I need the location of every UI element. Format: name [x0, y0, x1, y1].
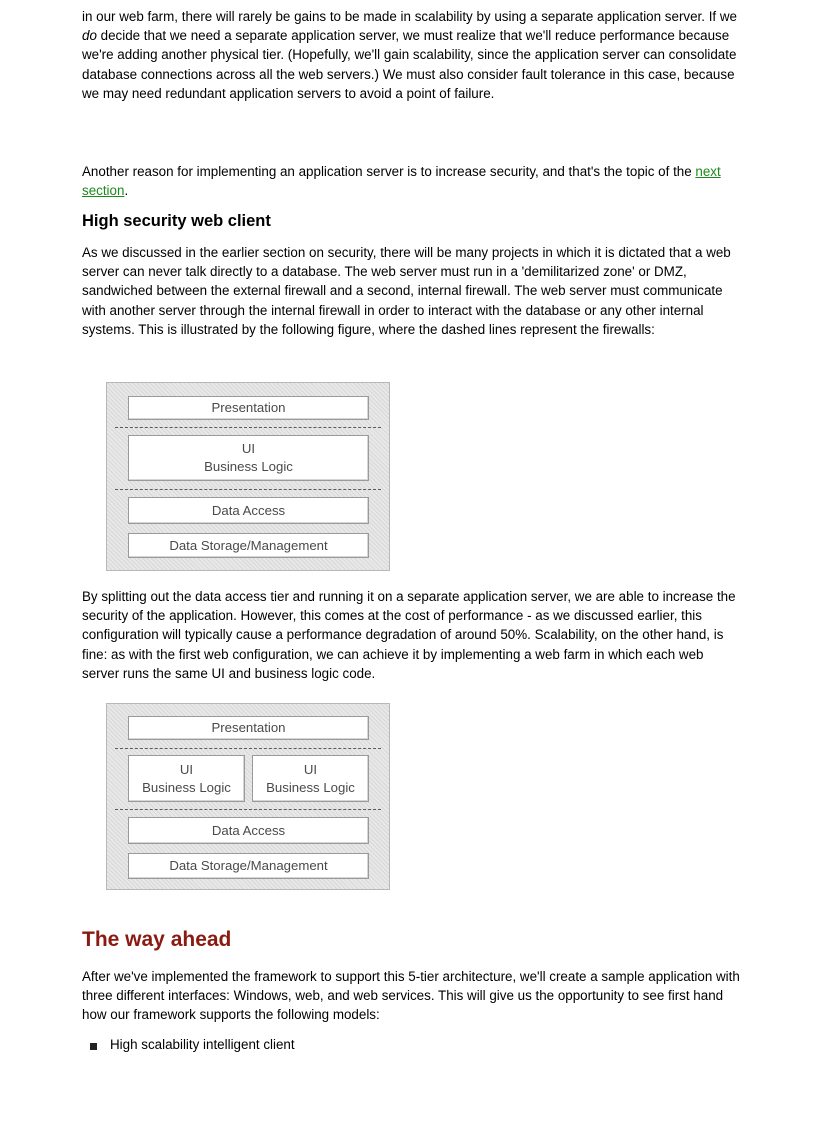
- section-heading-way-ahead: The way ahead: [82, 928, 232, 951]
- tier-data-storage: [128, 533, 369, 558]
- firewall-dashed-line: [115, 489, 381, 490]
- paragraph-app-server-scalability: [82, 7, 742, 103]
- emphasis-do: do: [82, 28, 97, 44]
- paragraph-text: decide that we need a separate application server, we must realize that we'll reduce performance because we're adding another physical tier. (Hopefully, we'll gain scalability, since the application server can consolidate database connections across all the web servers.) We must also consider fault tolerance in this case, because we may need redundant application servers to avoid a point of failure.: [82, 28, 737, 101]
- subheading-high-security: High security web client: [82, 212, 271, 230]
- tier-label: Data Storage/Management: [169, 537, 328, 553]
- tier-label: Business Logic: [204, 459, 293, 474]
- tier-label: Business Logic: [266, 779, 355, 795]
- paragraph-dmz: As we discussed in the earlier section on security, there will be many projects in which it is dictated that a web server can never talk directly to a database. The web server must run in a 'demilitarized zone' or DMZ, sandwiched between the external firewall and a second, internal firewall. The web server must communicate with another server through the internal firewall in order to interact with the database or any other internal systems. This is illustrated by the following figure, where the dashed lines represent the firewalls:: [82, 245, 731, 337]
- firewall-dashed-line: [115, 748, 381, 749]
- paragraph-splitting-data-access: By splitting out the data access tier and running it on a separate application server, we are able to increase the security of the application. However, this comes at the cost of performance - as we discussed earlier, this configuration will typically cause a performance degradation of around 50%. Scalability, on the other hand, is fine: as with the first web configuration, we can achieve it by implementing a web farm in which each web server runs the same UI and business logic code.: [82, 589, 736, 681]
- list-item: High scalability intelligent client: [82, 1037, 295, 1052]
- tier-data-access: [128, 497, 369, 524]
- tier-ui-business-logic-left: [128, 755, 245, 802]
- paragraph-security-intro: [82, 162, 742, 200]
- tier-label: UI: [303, 761, 318, 777]
- figure-web-farm-tiers: [106, 703, 390, 890]
- tier-label: Data Storage/Management: [169, 858, 328, 873]
- next-section-link[interactable]: next section: [82, 164, 721, 199]
- tier-label: UI: [179, 761, 194, 777]
- paragraph-text: in our web farm, there will rarely be gains to be made in scalability by using a separate application server. If we: [82, 9, 737, 24]
- figure-firewall-tiers: [106, 382, 390, 571]
- models-list: [82, 1037, 295, 1052]
- tier-ui-business-logic: [128, 435, 369, 481]
- tier-ui-business-logic-right: [252, 755, 369, 802]
- tier-data-access: [128, 817, 369, 844]
- tier-label: Presentation: [211, 400, 286, 415]
- tier-presentation: [128, 716, 369, 740]
- tier-data-storage: [128, 853, 369, 879]
- tier-label: Data Access: [211, 502, 286, 518]
- paragraph-way-ahead: After we've implemented the framework to support this 5-tier architecture, we'll create a sample application with three different interfaces: Windows, web, and web services. This will give us the opportunity to see first hand how our framework supports the following models:: [82, 969, 740, 1023]
- firewall-dashed-line: [115, 427, 381, 428]
- firewall-dashed-line: [115, 809, 381, 810]
- tier-label: Presentation: [211, 720, 286, 735]
- tier-presentation: [128, 396, 369, 420]
- tier-label: Data Access: [211, 822, 286, 838]
- tier-label: UI: [241, 441, 256, 456]
- paragraph-text: Another reason for implementing an application server is to increase security, and that's the topic of the: [82, 164, 696, 179]
- paragraph-text: .: [124, 183, 129, 199]
- tier-label: Business Logic: [142, 779, 231, 795]
